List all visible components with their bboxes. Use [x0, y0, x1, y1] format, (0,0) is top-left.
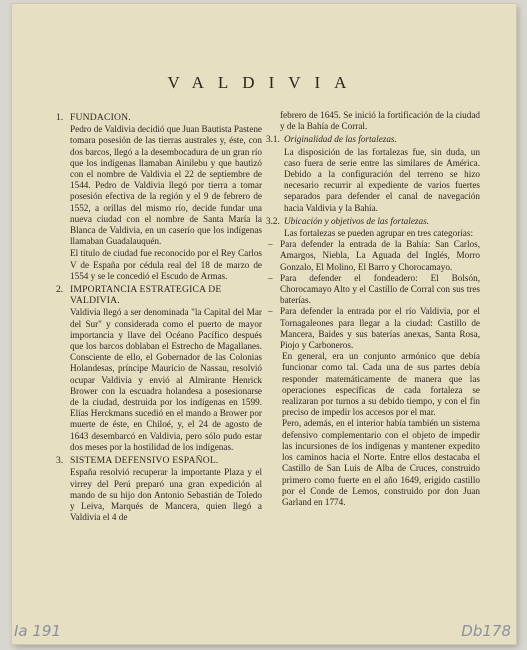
document-page — [12, 4, 516, 644]
section-heading-3 — [56, 455, 262, 466]
paragraph: Las fortalezas se pueden agrupar en tres categorías: — [284, 228, 474, 239]
paragraph: En general, era un conjunto armónico que debía funcionar como tal. Cada una de sus partes debía responder matemáticamente de manera que las operaciones específicas de cada fortaleza se realizaran por turnos a su debido tiempo, y con el fin preciso de impedir los accesos por el mar. — [282, 351, 480, 418]
dash-marker: – — [268, 306, 273, 317]
right-column — [266, 110, 480, 508]
list-item-text: Para defender la entrada por el río Valdivia, por el Tornagaleones para llegar a la ciudad: Castillo de Mancera, Baides y sus baterías anexas, Santa Rosa, Piojo y Carboneros. — [280, 306, 480, 351]
section-number: 3. — [56, 455, 64, 467]
list-item-text: Para defender la entrada de la Bahía: San Carlos, Amargos, Niebla, La Aguada del Inglés, Morro Gonzalo, El Molino, El Barro y Chorocamayo. — [280, 239, 480, 272]
paragraph: Pedro de Valdivia decidió que Juan Bautista Pastene tomara posesión de las tierras australes y, éste, con dos barcos, llegó a la desembocadura de un gran río que los indígenas llamaban Ainilebu y que bautizó con el nombre de Valdivia el 22 de septiembre de 1544. Pedro de Valdivia llegó por tierra a tomar posesión efectiva de la región y el 9 de febrero de 1552, a orillas del mismo río, decide fundar una nueva ciudad con el nombre de Santa María la Blanca de Valdivia, en un caserío que los indígenas llamaban Guadalauquén. — [70, 124, 262, 247]
left-column — [56, 110, 262, 524]
subsection-body-3-2 — [266, 228, 480, 239]
paragraph: El título de ciudad fue reconocido por el Rey Carlos V de España por cédula real del 18 de marzo de 1554 y se le concedió el Escudo de Armas. — [70, 248, 262, 281]
section-title: IMPORTANCIA ESTRATEGICA DE VALDIVIA. — [70, 284, 222, 307]
subsection-number: 3.2. — [266, 215, 280, 226]
subsection-title: Ubicación y objetivos de las fortalezas. — [284, 215, 429, 226]
paragraph: España resolvió recuperar la importante Plaza y el virrey del Perú preparó una gran expedición al mando de su hijo don Antonio Sebastián de Toledo y Leiva, Marqués de Mancera, quien llegó a Valdivia el 4 de — [70, 467, 262, 523]
subsection-title: Originalidad de las fortalezas. — [284, 134, 397, 145]
dash-marker: – — [268, 239, 273, 250]
paragraph-continued: febrero de 1645. Se inició la fortificación de la ciudad y de la Bahía de Corral. — [280, 110, 480, 132]
paragraph: La disposición de las fortalezas fue, sin duda, un caso fuera de serie entre las similares de América. Debido a la configuración del terreno se hizo necesario recurrir al expediente de varios fuertes separados para defender el canal de navegación hacia Valdivia y la Bahía. — [284, 146, 480, 213]
dash-marker: – — [268, 272, 273, 283]
subsection-number: 3.1. — [266, 134, 280, 145]
subsection-body-3-1 — [266, 147, 480, 214]
section-body-3 — [56, 467, 262, 523]
subsection-heading-3-2 — [266, 216, 480, 227]
pencil-annotation-right: Db178 — [461, 622, 511, 640]
section-heading-2 — [56, 284, 262, 306]
section-number: 1. — [56, 112, 64, 123]
list-item — [266, 306, 480, 351]
pencil-annotation-left: Ia 191 — [14, 622, 62, 640]
section-body-1 — [56, 124, 262, 282]
section-title: FUNDACION. — [70, 112, 131, 123]
section-body-2 — [56, 307, 262, 453]
list-item-text: Para defender el fondeadero: El Bolsón, Chorocamayo Alto y el Castillo de Corral con sus tres baterías. — [280, 272, 480, 306]
paragraph: Pero, además, en el interior había también un sistema defensivo complementario con el objeto de impedir las incursiones de los indígenas y mantener expedito los caminos hacia el Norte. Entre ellos destacaba el Castillo de San Luis de Alba de Cruces, construido primero como fuerte en el año 1649, erigido castillo por el Conde de Lemos, construido por don Juan Garland en 1774. — [282, 418, 480, 507]
page-title: VALDIVIA — [167, 73, 361, 92]
list-item — [266, 239, 480, 273]
section-heading-1 — [56, 112, 262, 123]
list-item — [266, 273, 480, 307]
section-title: SISTEMA DEFENSIVO ESPAÑOL. — [70, 455, 219, 467]
subsection-heading-3-1 — [266, 134, 480, 145]
section-number: 2. — [56, 284, 64, 296]
paragraph: Valdivia llegó a ser denominada "la Capital del Mar del Sur" y considerada como el puerto de mayor importancia y llave del Océano Pacífico después que los barcos doblaban el Estrecho de Magallanes. Consciente de ello, el Gobernador de las Colonias Holandesas, príncipe Mauricio de Nassau, resolvió ocupar Valdivia y envió al Almirante Henrick Brower con la escuadra holandesa a posesionarse de la ciudad, destruida por los indígenas en 1599. Elías Herckmans sucedió en el mando a Brower por muerte de éste, en Chiloé, y, el 24 de agosto de 1643 desembarcó en Valdivia, pero sólo pudo estar dos meses por la hostilidad de los indígenas. — [70, 307, 262, 452]
